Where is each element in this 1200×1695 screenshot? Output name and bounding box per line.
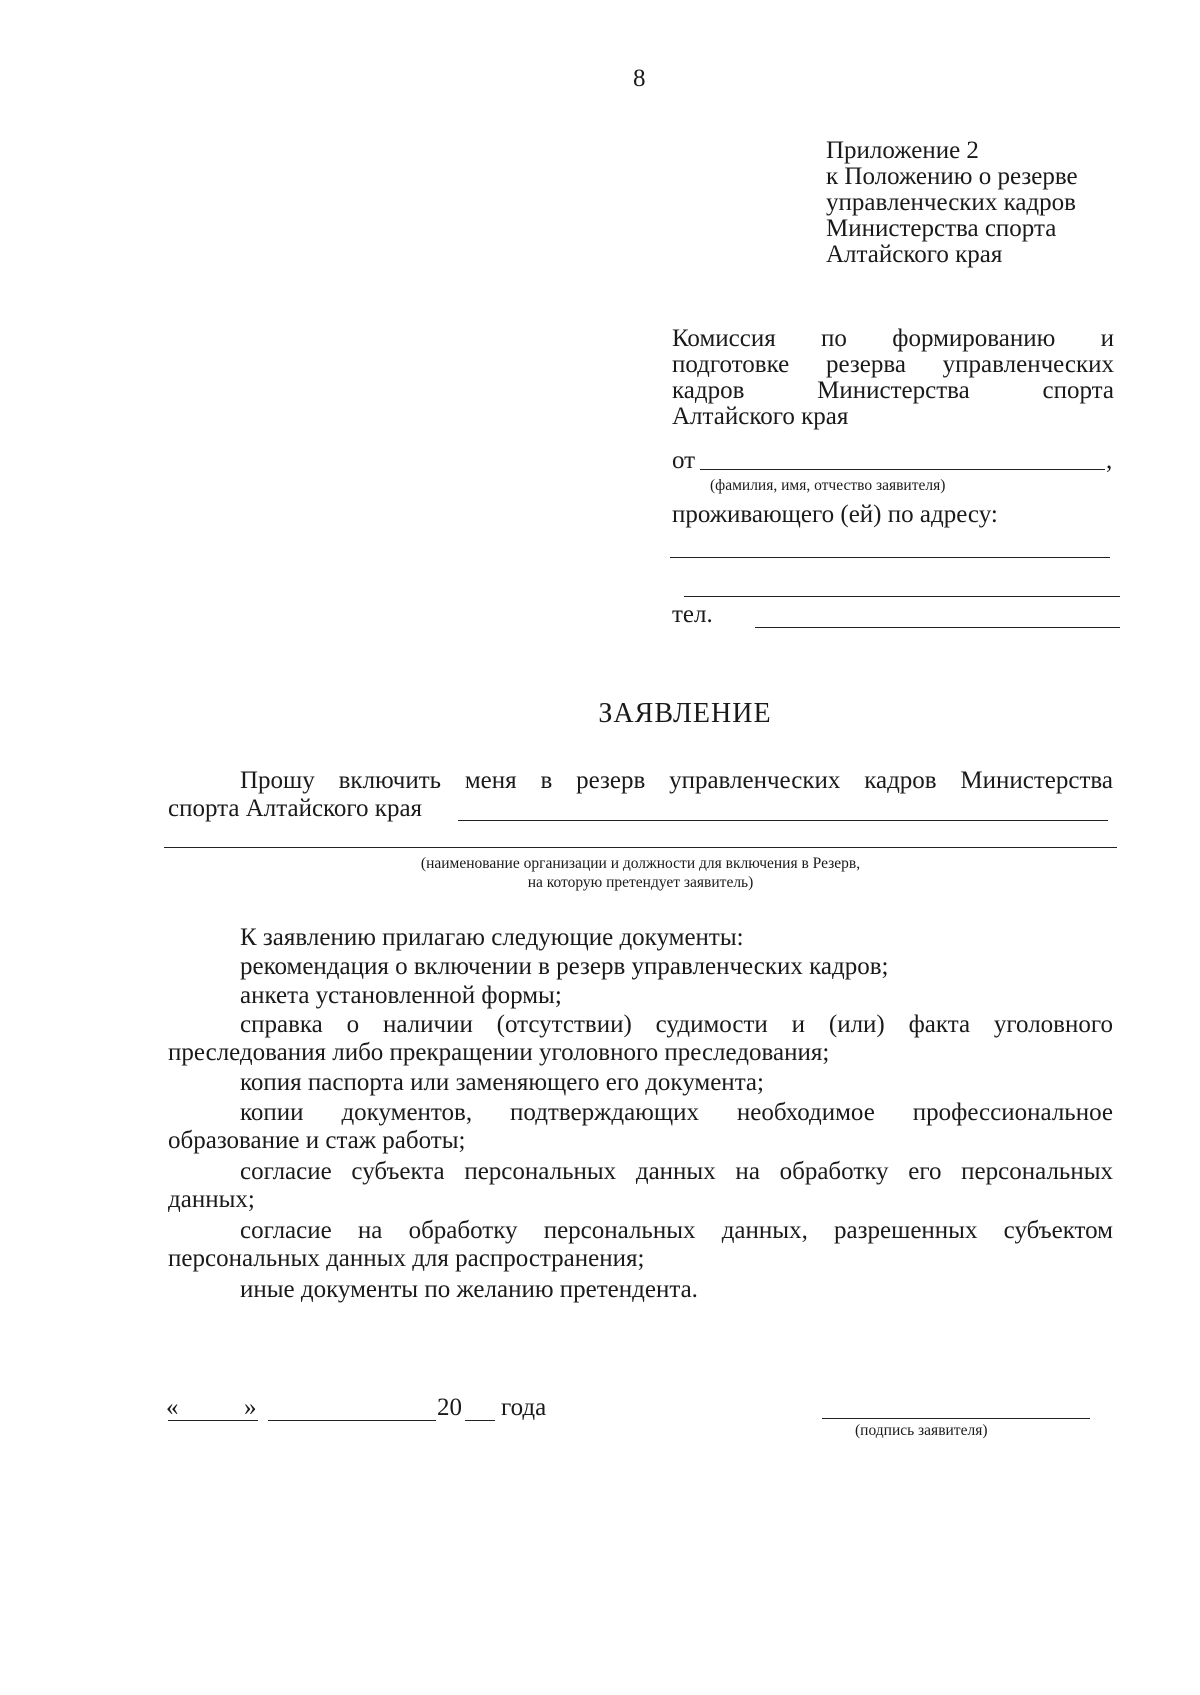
position-input-line-2[interactable]	[164, 847, 1117, 848]
document-item-continued: персональных данных для распространения;	[168, 1245, 645, 1272]
date-year-prefix: 20	[437, 1394, 462, 1421]
date-year-suffix: года	[501, 1394, 547, 1421]
phone-label: тел.	[672, 601, 713, 628]
appendix-line: Приложение 2	[826, 137, 979, 164]
signature-caption: (подпись заявителя)	[855, 1422, 988, 1439]
from-comma: ,	[1106, 447, 1113, 474]
document-item: иные документы по желанию претендента.	[240, 1276, 698, 1303]
from-name-line[interactable]	[700, 469, 1105, 470]
document-item: копии документов, подтверждающих необходимое профессиональное	[240, 1099, 1113, 1126]
addressee-line: подготовке резерва управленческих	[672, 351, 1114, 378]
appendix-line: Алтайского края	[826, 241, 1003, 268]
addressee-line: Алтайского края	[672, 403, 849, 430]
date-quote-close: »	[244, 1394, 257, 1421]
addressee-block	[672, 326, 1114, 430]
document-item: справка о наличии (отсутствии) судимости и (или) факта уголовного	[240, 1011, 1113, 1038]
document-item: согласие на обработку персональных данных, разрешенных субъектом	[240, 1217, 1113, 1244]
appendix-line: к Положению о резерве	[826, 163, 1078, 190]
document-item-continued: преследования либо прекращении уголовного преследования;	[168, 1039, 830, 1066]
addressee-line: Комиссия по формированию и	[672, 325, 1114, 352]
addressee-line: кадров Министерства спорта	[672, 377, 1114, 404]
address-label: проживающего (ей) по адресу:	[672, 501, 998, 528]
document-item: согласие субъекта персональных данных на обработку его персональных	[240, 1158, 1113, 1185]
document-item-continued: образование и стаж работы;	[168, 1127, 466, 1154]
address-line-2[interactable]	[684, 596, 1120, 597]
position-input-line-1[interactable]	[458, 820, 1108, 821]
signature-line[interactable]	[822, 1418, 1090, 1419]
request-line-1: Прошу включить меня в резерв управленческих кадров Министерства	[240, 767, 1113, 794]
appendix-line: управленческих кадров	[826, 189, 1076, 216]
document-item-continued: данных;	[168, 1186, 255, 1213]
date-month-line[interactable]	[268, 1420, 436, 1421]
address-line-1[interactable]	[670, 557, 1110, 558]
document-item: анкета установленной формы;	[240, 982, 562, 1009]
page-number: 8	[633, 65, 646, 92]
request-caption-2: на которую претендует заявитель)	[527, 874, 754, 891]
document-item: рекомендация о включении в резерв управленческих кадров;	[240, 953, 889, 980]
appendix-line: Министерства спорта	[826, 215, 1057, 242]
from-label: от	[672, 447, 696, 474]
document-title: ЗАЯВЛЕНИЕ	[598, 698, 772, 729]
phone-line[interactable]	[755, 627, 1120, 628]
request-caption-1: (наименование организации и должности для включения в Резерв,	[420, 855, 861, 872]
request-line-2: спорта Алтайского края	[168, 795, 423, 822]
appendix-block	[826, 138, 1078, 268]
documents-intro: К заявлению прилагаю следующие документы:	[240, 924, 744, 951]
date-quote-open: «	[166, 1394, 179, 1421]
from-caption: (фамилия, имя, отчество заявителя)	[710, 477, 946, 494]
document-item: копия паспорта или заменяющего его документа;	[240, 1069, 764, 1096]
date-year-line[interactable]	[465, 1420, 495, 1421]
